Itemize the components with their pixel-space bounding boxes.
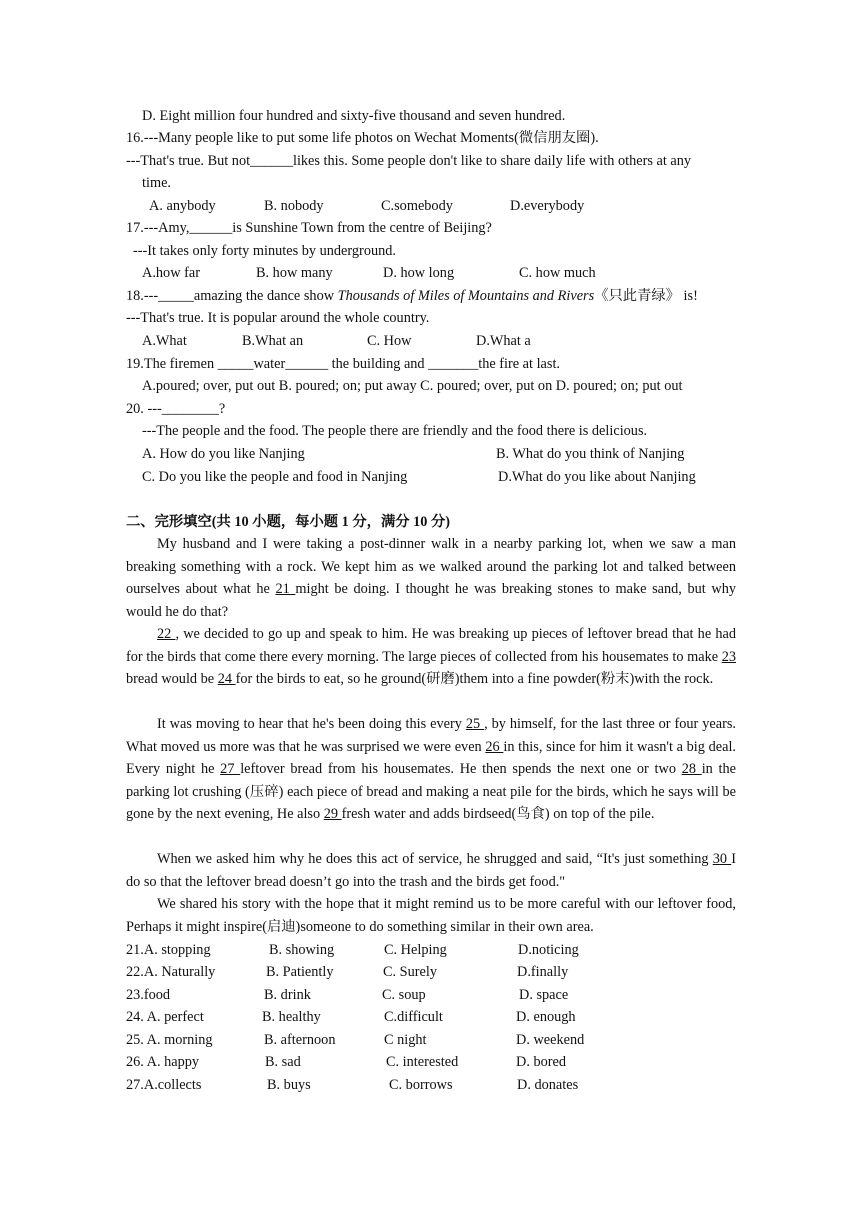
p3-text-d: leftover bread from his housemates. He then spends the next one or two [240,761,682,777]
q16-opt-d: D.everybody [510,198,585,214]
p5-text: We shared his story with the hope that it might remind us to be more careful with our leftover food, Perhaps it might inspire(启迪)someone to do something similar in their own area. [126,896,736,935]
q16-opt-c: C.somebody [381,198,453,214]
q21-opt-c: C. Helping [384,942,447,958]
q21-opt-b: B. showing [269,942,335,958]
q19-word-2: the building and [328,356,429,372]
p3-text-b: , by himself, for the last three or four years. What moved us more was that he was surprised we were even [126,716,736,755]
q18-show-title: Thousands of Miles of Mountains and Rivers [337,288,595,304]
q18-opt-a: A.What [142,333,187,349]
q19-word-3: the fire at last. [478,356,560,372]
q22-opt-b: B. Patiently [266,964,334,980]
q18-opt-d: D.What a [476,333,531,349]
q18-stem-b: amazing the dance show [193,288,338,304]
blank-24: 24 [217,671,236,687]
q21-opt-a: 21.A. stopping [126,942,211,958]
q20-blank: ________ [161,401,219,417]
p3-text-a: It was moving to hear that he's been doing this every [157,716,466,732]
q25-opt-d: D. weekend [516,1032,585,1048]
q18-opt-b: B.What an [242,333,304,349]
q18-opt-c: C. How [367,333,412,349]
q25-opt-c: C night [384,1032,427,1048]
q19-stem [126,354,560,374]
q24-opt-b: B. healthy [262,1009,321,1025]
passage-paragraph-3 [126,713,736,826]
q17-stem-b: is Sunshine Town from the centre of Beijing? [232,220,492,236]
q27-opt-b: B. buys [267,1077,311,1093]
q22-opt-c: C. Surely [383,964,438,980]
q20-stem [126,399,225,419]
section-header: 二、完形填空(共 10 小题，每小题 1 分，满分 10 分) [126,514,451,530]
q27-opt-c: C. borrows [389,1077,453,1093]
q22-opt-a: 22.A. Naturally [126,964,216,980]
q18-stem-a: 18.--- [126,288,159,304]
q16-resp-c: time. [142,175,171,191]
q17-blank: ______ [189,220,233,236]
q21-opt-d: D.noticing [518,942,579,958]
q25-opt-b: B. afternoon [264,1032,336,1048]
q17-opt-b: B. how many [256,265,333,281]
q16-response [126,151,691,171]
p3-text-e: in the parking lot crushing (压碎) each piece of bread and making a neat pile for the birds, which he says will be gone by the next evening, He also [126,761,737,822]
q24-opt-d: D. enough [516,1009,576,1025]
q27-opt-d: D. donates [517,1077,579,1093]
q18-show-title-cn: 《只此青绿》 is! [594,288,698,304]
q27-opt-a: 27.A.collects [126,1077,202,1093]
blank-21: 21 [275,581,296,597]
q23-opt-a: 23.food [126,987,171,1003]
q16-stem: 16.---Many people like to put some life photos on Wechat Moments(微信朋友圈). [126,130,599,146]
q18-blank: _____ [158,288,194,304]
p1-text-b: might be doing. I thought he was breaking stones to make sand, but why would he do that? [126,581,736,620]
blank-30: 30 [712,851,732,867]
passage-paragraph-5 [126,893,736,938]
q24-opt-a: 24. A. perfect [126,1009,204,1025]
q20-response: ---The people and the food. The people there are friendly and the food there is delicious. [142,423,648,439]
p4-text-b: I do so that the leftover bread doesn’t go into the trash and the birds get food." [126,851,736,890]
q24-opt-c: C.difficult [384,1009,443,1025]
q19-blank-1: _____ [217,356,254,372]
p1-text-a: My husband and I were taking a post-dinner walk in a nearby parking lot, when we saw a man breaking something with a rock. We kept him as we walked around the parking lot and talked between ourselves about what he [126,536,736,597]
q20-opt-b: B. What do you think of Nanjing [496,446,685,462]
q17-stem-a: 17.---Amy, [126,220,190,236]
blank-25: 25 [465,716,485,732]
q20-stem-a: 20. --- [126,401,162,417]
q20-stem-b: ? [218,401,226,417]
q26-opt-b: B. sad [265,1054,301,1070]
blank-29: 29 [323,806,342,822]
q16-blank: ______ [250,153,293,169]
q26-opt-d: D. bored [516,1054,567,1070]
p2-text-c: for the birds to eat, so he ground(研磨)them into a fine powder(粉末)with the rock. [235,671,714,687]
passage-paragraph-1 [126,533,736,623]
q19-word-1: water [253,356,286,372]
blank-22: 22 [157,626,176,642]
q26-opt-c: C. interested [386,1054,459,1070]
p3-text-f: fresh water and adds birdseed(鸟食) on top of the pile. [341,806,655,822]
q22-opt-d: D.finally [517,964,569,980]
q16-opt-a: A. anybody [149,198,216,214]
p3-text-c: in this, since for him it wasn't a big deal. Every night he [126,738,736,777]
q17-opt-a: A.how far [142,265,200,281]
q23-opt-b: B. drink [264,987,311,1003]
q23-opt-d: D. space [519,987,569,1003]
q16-opt-b: B. nobody [264,198,324,214]
q16-resp-a: ---That's true. But not [126,153,251,169]
blank-27: 27 [220,761,241,777]
q18-response: ---That's true. It is popular around the whole country. [126,310,430,326]
q19-options: A.poured; over, put out B. poured; on; put away C. poured; over, put on D. poured; on; put out [142,378,683,394]
q15-option-d: D. Eight million four hundred and sixty-five thousand and seven hundred. [142,108,566,124]
passage-paragraph-4 [126,848,736,893]
q17-response: ---It takes only forty minutes by underground. [133,243,396,259]
q19-blank-3: _______ [428,356,479,372]
q19-blank-2: ______ [285,356,329,372]
q20-opt-c: C. Do you like the people and food in Nanjing [142,469,408,485]
q16-resp-b: likes this. Some people don't like to share daily life with others at any [292,153,692,169]
q17-opt-c: C. how much [519,265,596,281]
q20-opt-a: A. How do you like Nanjing [142,446,305,462]
p2-text-b: bread would be [126,671,218,687]
p2-text-a: , we decided to go up and speak to him. He was breaking up pieces of leftover bread that he had for the birds that come there every morning. The large pieces of collected from his housemates to make [126,626,736,665]
blank-28: 28 [681,761,702,777]
passage-paragraph-2 [126,623,736,691]
q18-stem [126,286,698,306]
blank-23: 23 [721,648,736,665]
q19-stem-a: 19.The firemen [126,356,218,372]
q23-opt-c: C. soup [382,987,426,1003]
q17-opt-d: D. how long [383,265,455,281]
q20-opt-d: D.What do you like about Nanjing [498,469,696,485]
blank-26: 26 [485,738,504,755]
p4-text-a: When we asked him why he does this act of service, he shrugged and said, “It's just something [157,851,713,867]
q26-opt-a: 26. A. happy [126,1054,200,1070]
q17-stem [126,218,492,238]
q25-opt-a: 25. A. morning [126,1032,213,1048]
